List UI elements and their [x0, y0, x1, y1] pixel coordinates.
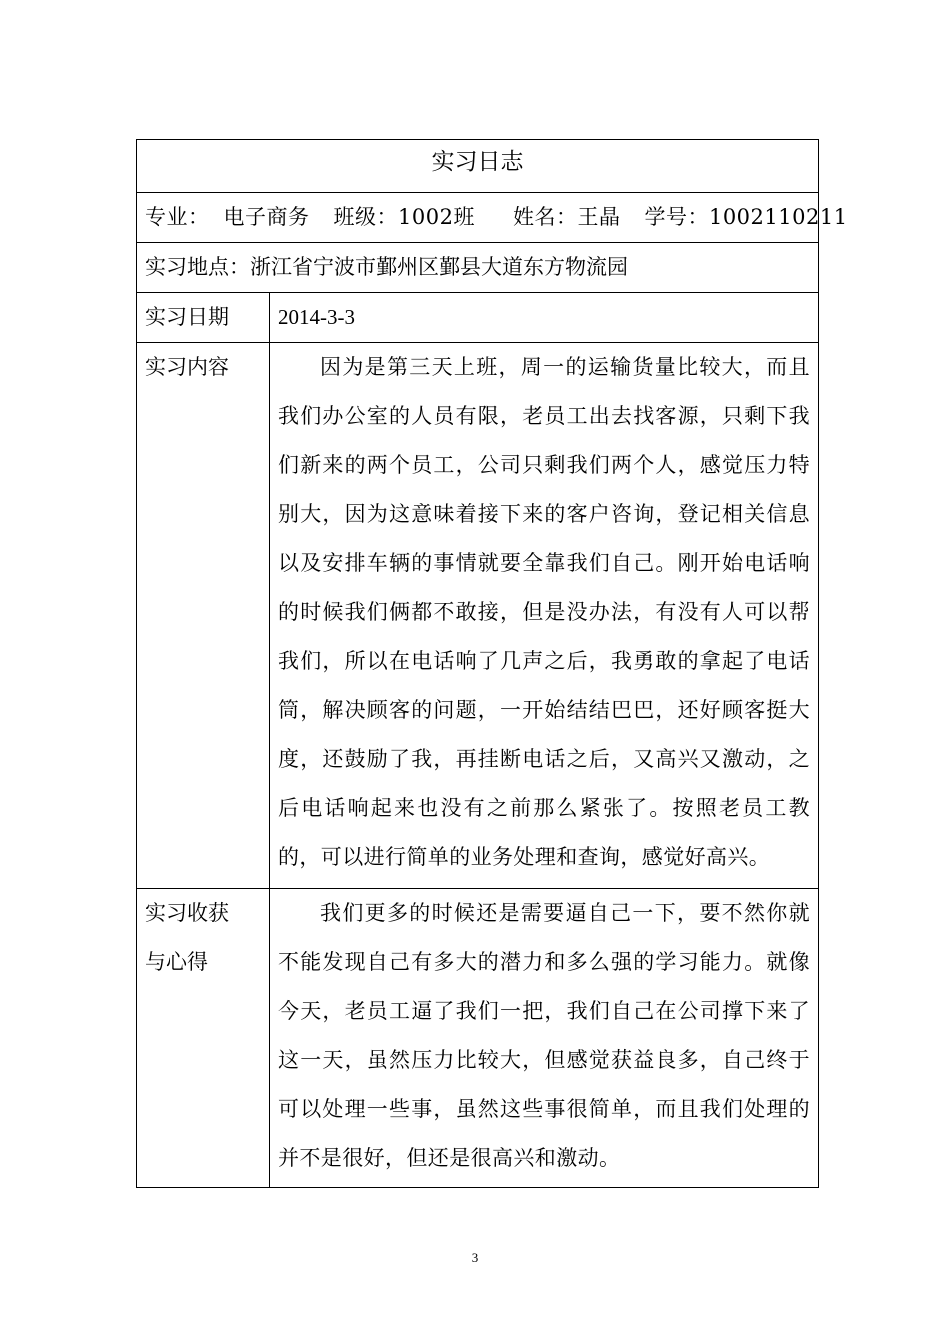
major-value: 电子商务 [223, 205, 310, 229]
major-label: 专业： [145, 205, 210, 229]
student-id-value: 1002110211 [708, 205, 848, 229]
name-label: 姓名： [512, 205, 578, 229]
internship-log-table [136, 139, 848, 1188]
student-id-label: 学号： [644, 205, 709, 229]
page-number: 3 [471, 1250, 479, 1265]
date-value: 2014-3-3 [270, 293, 819, 343]
log-title: 实习日志 [137, 140, 819, 193]
content-label: 实习内容 [137, 343, 270, 889]
name-value: 王晶 [577, 205, 621, 229]
date-label: 实习日期 [137, 293, 270, 343]
student-info-row [137, 193, 848, 243]
content-text: 因为是第三天上班，周一的运输货量比较大，而且我们办公室的人员有限，老员工出去找客源，只剩下我们新来的两个员工，公司只剩我们两个人，感觉压力特别大，因为这意味着接下来的客户咨询，登记相关信息以及安排车辆的事情就要全靠我们自己。刚开始电话响的时候我们俩都不敢接，但是没办法，有没有人可以帮我们，所以在电话响了几声之后，我勇敢的拿起了电话筒，解决顾客的问题，一开始结结巴巴，还好顾客挺大度，还鼓励了我，再挂断电话之后，又高兴又激动，之后电话响起来也没有之前那么紧张了。按照老员工教的，可以进行简单的业务处理和查询，感觉好高兴。 [270, 343, 819, 889]
gains-label: 实习收获与心得 [137, 889, 270, 1188]
class-label: 班级： [333, 205, 398, 229]
gains-text: 我们更多的时候还是需要逼自己一下，要不然你就不能发现自己有多大的潜力和多么强的学习能力。就像今天，老员工逼了我们一把，我们自己在公司撑下来了这一天，虽然压力比较大，但感觉获益良多，自己终于可以处理一些事，虽然这些事很简单，而且我们处理的并不是很好，但还是很高兴和激动。 [270, 889, 819, 1188]
class-value: 1002班 [398, 205, 475, 229]
internship-location: 实习地点：浙江省宁波市鄞州区鄞县大道东方物流园 [137, 243, 819, 293]
